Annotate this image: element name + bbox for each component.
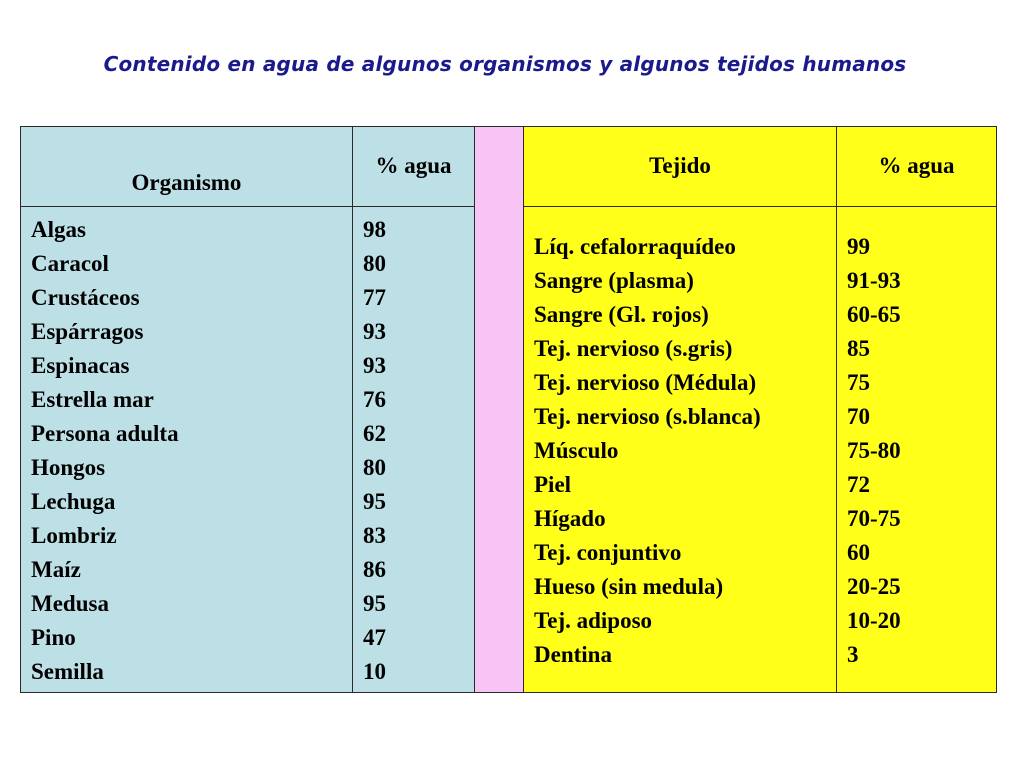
organism-name: Semilla bbox=[31, 659, 104, 684]
organism-value: 95 bbox=[363, 489, 386, 514]
organism-name: Persona adulta bbox=[31, 421, 179, 446]
organism-value: 83 bbox=[363, 523, 386, 548]
tissue-value: 60 bbox=[847, 540, 870, 565]
tissue-name: Tej. nervioso (s.gris) bbox=[534, 336, 733, 361]
organism-name: Caracol bbox=[31, 251, 109, 276]
tissue-value: 70-75 bbox=[847, 506, 901, 531]
tissue-name: Tej. nervioso (Médula) bbox=[534, 370, 757, 395]
tissue-value: 75 bbox=[847, 370, 870, 395]
organism-name: Lechuga bbox=[31, 489, 116, 514]
tissue-name-cell bbox=[523, 206, 837, 693]
tissue-value-header-cell bbox=[836, 126, 997, 207]
organism-value: 98 bbox=[363, 217, 386, 242]
tissue-value: 10-20 bbox=[847, 608, 901, 633]
organism-value-header-cell bbox=[352, 126, 475, 207]
tissue-name: Tej. nervioso (s.blanca) bbox=[534, 404, 761, 429]
organism-value: 93 bbox=[363, 353, 386, 378]
organism-value-header-label: % agua bbox=[375, 153, 452, 178]
organism-name: Espinacas bbox=[31, 353, 130, 378]
tissue-name: Hueso (sin medula) bbox=[534, 574, 724, 599]
organism-value: 95 bbox=[363, 591, 386, 616]
organism-value: 86 bbox=[363, 557, 386, 582]
organism-value: 10 bbox=[363, 659, 386, 684]
tissue-name: Sangre (Gl. rojos) bbox=[534, 302, 709, 327]
organism-value: 77 bbox=[363, 285, 386, 310]
tissue-value: 91-93 bbox=[847, 268, 901, 293]
organism-value: 76 bbox=[363, 387, 386, 412]
tissue-name: Sangre (plasma) bbox=[534, 268, 694, 293]
organism-name-cell bbox=[20, 206, 353, 693]
tissue-name: Piel bbox=[534, 472, 572, 497]
tissue-name: Líq. cefalorraquídeo bbox=[534, 234, 736, 259]
organism-value-cell bbox=[352, 206, 475, 693]
tissue-value: 20-25 bbox=[847, 574, 901, 599]
tissue-value: 85 bbox=[847, 336, 870, 361]
organism-header-cell bbox=[20, 126, 353, 207]
organism-value: 62 bbox=[363, 421, 386, 446]
tissue-value: 70 bbox=[847, 404, 870, 429]
organism-name: Medusa bbox=[31, 591, 109, 616]
tissue-value: 75-80 bbox=[847, 438, 901, 463]
tissue-header-cell bbox=[523, 126, 837, 207]
organism-name: Estrella mar bbox=[31, 387, 154, 412]
tissue-name: Tej. adiposo bbox=[534, 608, 653, 633]
tissue-value-header-label: % agua bbox=[878, 153, 955, 178]
tissue-value-cell bbox=[836, 206, 997, 693]
organism-name: Maíz bbox=[31, 557, 81, 582]
organism-value: 80 bbox=[363, 251, 386, 276]
tissue-value: 60-65 bbox=[847, 302, 901, 327]
organism-name: Hongos bbox=[31, 455, 106, 480]
organism-name: Pino bbox=[31, 625, 76, 650]
spacer-column bbox=[474, 126, 524, 693]
organism-value: 80 bbox=[363, 455, 386, 480]
tissue-name: Dentina bbox=[534, 642, 612, 667]
tissue-value: 99 bbox=[847, 234, 870, 259]
page-title: Contenido en agua de algunos organismos y algunos tejidos humanos bbox=[103, 52, 907, 76]
organism-name: Crustáceos bbox=[31, 285, 140, 310]
tissue-name: Hígado bbox=[534, 506, 606, 531]
organism-name: Espárragos bbox=[31, 319, 144, 344]
organism-value: 47 bbox=[363, 625, 386, 650]
tissue-name: Tej. conjuntivo bbox=[534, 540, 682, 565]
tissue-name: Músculo bbox=[534, 438, 619, 463]
organism-value: 93 bbox=[363, 319, 386, 344]
organism-name: Lombriz bbox=[31, 523, 117, 548]
tissue-value: 72 bbox=[847, 472, 870, 497]
organism-name: Algas bbox=[31, 217, 86, 242]
organism-header-label: Organismo bbox=[131, 170, 242, 195]
tissue-value: 3 bbox=[847, 642, 859, 667]
tissue-header-label: Tejido bbox=[649, 153, 711, 178]
